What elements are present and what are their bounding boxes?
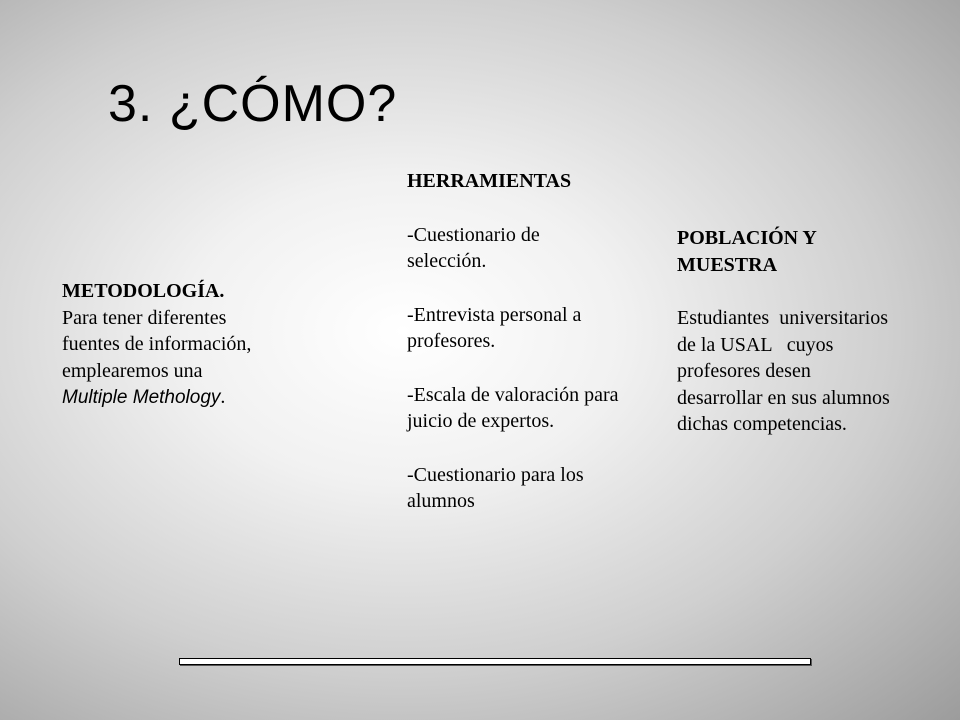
poblacion-section (677, 225, 947, 438)
poblacion-line: de la USAL cuyos (677, 333, 834, 356)
herramientas-item-line: alumnos (407, 490, 475, 512)
poblacion-line: desarrollar en sus alumnos (677, 386, 890, 409)
poblacion-heading: MUESTRA (677, 253, 778, 276)
poblacion-heading: POBLACIÓN Y (677, 227, 817, 249)
slide-title: 3. ¿CÓMO? (108, 75, 398, 133)
poblacion-line: Estudiantes universitarios (677, 307, 889, 329)
herramientas-heading: HERRAMIENTAS (407, 170, 572, 192)
herramientas-item-line: selección. (407, 250, 487, 272)
poblacion-line: dichas competencias. (677, 413, 847, 435)
herramientas-item-line: juicio de expertos. (407, 410, 555, 432)
metodologia-last-line (62, 384, 302, 412)
herramientas-item (407, 382, 669, 435)
metodologia-heading: METODOLOGÍA. (62, 280, 225, 302)
metodologia-italic-term: Multiple Methology (62, 387, 221, 408)
metodologia-period: . (220, 386, 226, 408)
herramientas-item-line: -Escala de valoración para (407, 383, 619, 406)
metodologia-line: emplearemos una (62, 359, 203, 382)
herramientas-item (407, 462, 669, 515)
herramientas-item-line: profesores. (407, 330, 496, 352)
herramientas-item (407, 222, 669, 275)
herramientas-section (407, 168, 669, 515)
metodologia-section (62, 278, 302, 412)
poblacion-body (677, 305, 947, 438)
herramientas-item-line: -Cuestionario de (407, 223, 540, 246)
herramientas-item-line: -Cuestionario para los (407, 463, 584, 486)
metodologia-line: fuentes de información, (62, 333, 252, 355)
herramientas-item-line: -Entrevista personal a (407, 303, 582, 326)
herramientas-item (407, 302, 669, 355)
poblacion-line: profesores desen (677, 360, 811, 382)
metodologia-line: Para tener diferentes (62, 306, 227, 329)
bottom-divider (179, 658, 811, 665)
